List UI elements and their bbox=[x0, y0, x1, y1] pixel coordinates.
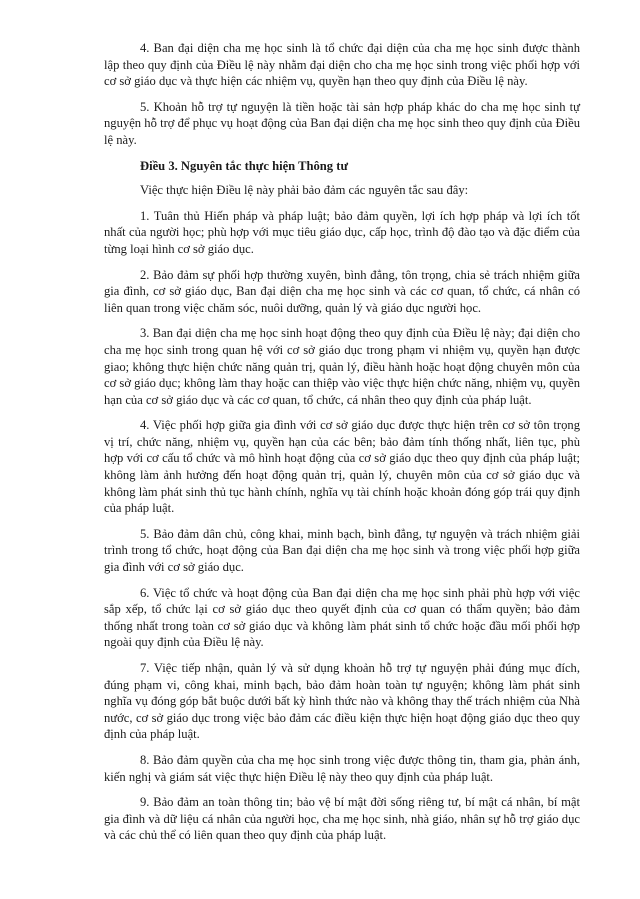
paragraph-4: 4. Ban đại diện cha mẹ học sinh là tổ chức đại diện của cha mẹ học sinh được thành lập theo quy định của Điều lệ này nhằm đại diện cho cha mẹ học sinh trong việc phối hợp với cơ sở giáo dục và thực hiện các nhiệm vụ, quyền hạn theo quy định của Điều lệ này. bbox=[104, 41, 580, 89]
principle-3: 3. Ban đại diện cha mẹ học sinh hoạt động theo quy định của Điều lệ này; đại diện cho cha mẹ học sinh trong quan hệ với cơ sở giáo dục trong phạm vi nhiệm vụ, quyền hạn được giao; không thực hiện chức năng quản trị, quản lý, điều hành hoặc hoạt động chuyên môn của cơ sở giáo dục; không làm thay hoặc can thiệp vào việc thực hiện chức năng, nhiệm vụ, quyền hạn của cơ sở giáo dục và các cơ quan, tổ chức, cá nhân theo quy định của pháp luật. bbox=[104, 326, 580, 407]
principle-2: 2. Bảo đảm sự phối hợp thường xuyên, bình đẳng, tôn trọng, chia sẻ trách nhiệm giữa gia đình, cơ sở giáo dục, Ban đại diện cha mẹ học sinh và các cơ quan, tổ chức, cá nhân có liên quan trong việc chăm sóc, nuôi dưỡng, quản lý và giáo dục người học. bbox=[104, 267, 580, 315]
principle-7: 7. Việc tiếp nhận, quản lý và sử dụng khoản hỗ trợ tự nguyện phải đúng mục đích, đúng phạm vi, công khai, minh bạch, bảo đảm hoàn toàn tự nguyện; không làm phát sinh nghĩa vụ đóng góp bắt buộc dưới bất kỳ hình thức nào và không thay thế trách nhiệm của Nhà nước, cơ sở giáo dục trong việc bảo đảm các điều kiện thực hiện hoạt động giáo dục theo quy định của pháp luật. bbox=[104, 661, 580, 742]
article-intro: Việc thực hiện Điều lệ này phải bảo đảm các nguyên tắc sau đây: bbox=[140, 183, 469, 198]
principle-1: 1. Tuân thủ Hiến pháp và pháp luật; bảo đảm quyền, lợi ích hợp pháp và lợi ích tốt nhất của người học; phù hợp với mục tiêu giáo dục, cấp học, trình độ đào tạo và đặc điểm của từng loại hình cơ sở giáo dục. bbox=[104, 208, 580, 256]
principle-5: 5. Bảo đảm dân chủ, công khai, minh bạch, bình đẳng, tự nguyện và trách nhiệm giải trình trong tổ chức, hoạt động của Ban đại diện cha mẹ học sinh và trong việc phối hợp giữa gia đình với cơ sở giáo dục. bbox=[104, 526, 580, 575]
principle-9: 9. Bảo đảm an toàn thông tin; bảo vệ bí mật đời sống riêng tư, bí mật cá nhân, bí mật gia đình và dữ liệu cá nhân của người học, cha mẹ học sinh, nhà giáo, nhân sự hỗ trợ giáo dục và các chủ thể có liên quan theo quy định của pháp luật. bbox=[104, 795, 580, 843]
principle-4: 4. Việc phối hợp giữa gia đình với cơ sở giáo dục được thực hiện trên cơ sở tôn trọng vị trí, chức năng, nhiệm vụ, quyền hạn của các bên; bảo đảm tính thống nhất, liên tục, phù hợp với cơ cấu tổ chức và mô hình hoạt động của cơ sở giáo dục theo quy định của pháp luật; không làm ảnh hưởng đến hoạt động quản trị, quản lý, chuyên môn của cơ sở giáo dục và không làm phát sinh thủ tục hành chính, nghĩa vụ tài chính hoặc khoản đóng góp trái quy định của pháp luật. bbox=[104, 418, 580, 516]
paragraph-5: 5. Khoản hỗ trợ tự nguyện là tiền hoặc tài sản hợp pháp khác do cha mẹ học sinh tự nguyện hỗ trợ để phục vụ hoạt động của Ban đại diện cha mẹ học sinh theo quy định của Điều lệ này. bbox=[104, 99, 580, 147]
principle-8: 8. Bảo đảm quyền của cha mẹ học sinh trong việc được thông tin, tham gia, phản ánh, kiến nghị và giám sát việc thực hiện Điều lệ này theo quy định của pháp luật. bbox=[104, 752, 580, 784]
principle-6: 6. Việc tổ chức và hoạt động của Ban đại diện cha mẹ học sinh phải phù hợp với việc sắp xếp, tổ chức lại cơ sở giáo dục theo quyết định của cơ quan có thẩm quyền; bảo đảm thống nhất trong toàn cơ sở giáo dục và không làm phát sinh tổ chức hoặc đầu mối phối hợp ngoài quy định của Điều lệ này. bbox=[104, 585, 580, 650]
article-heading: Điều 3. Nguyên tắc thực hiện Thông tư bbox=[140, 158, 349, 173]
